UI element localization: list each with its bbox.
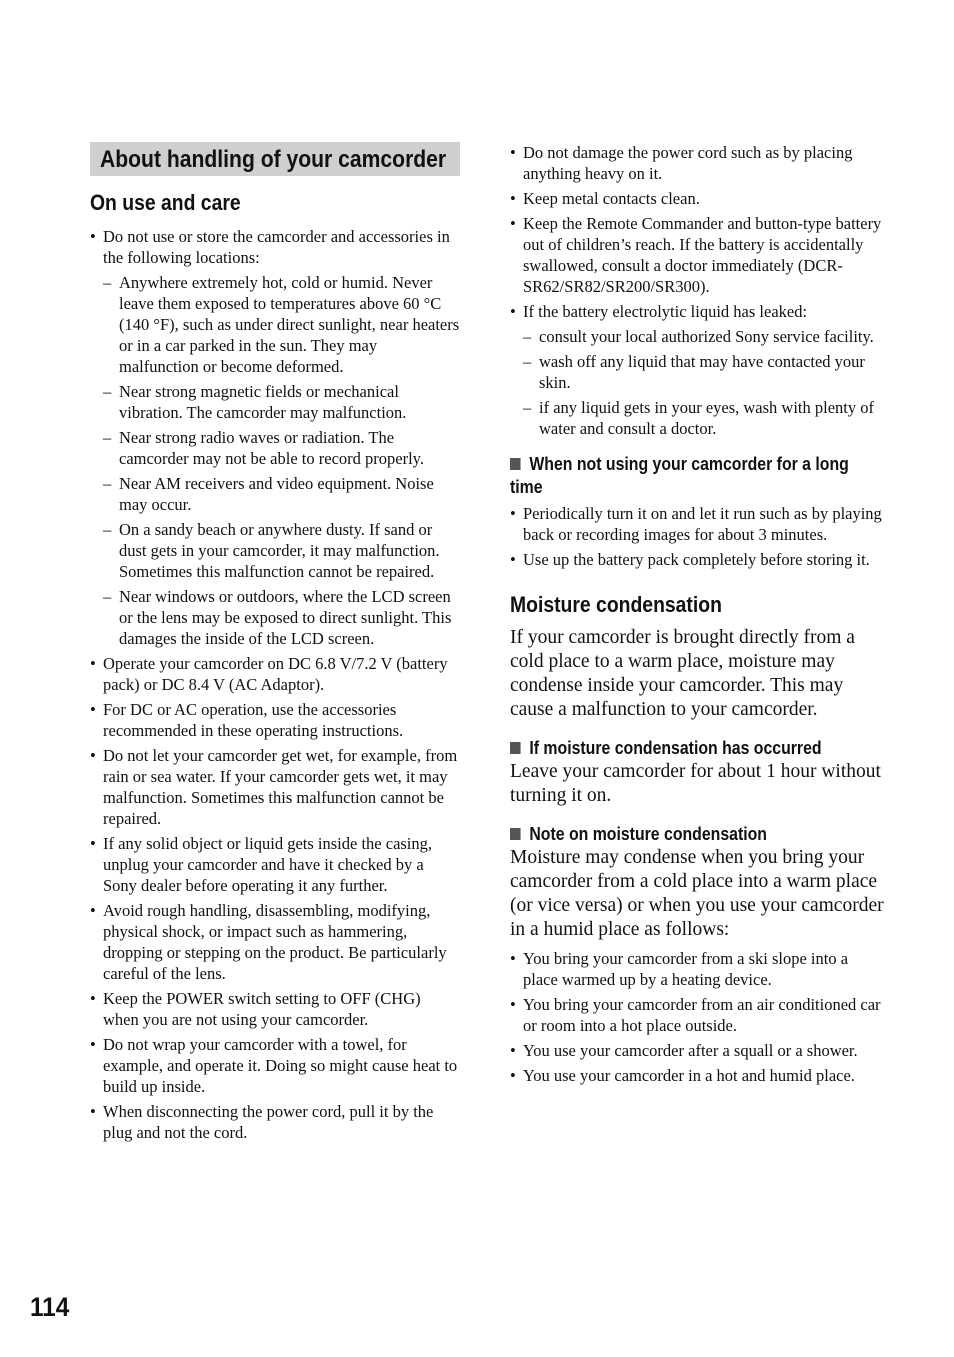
sub-list-item: – Near AM receivers and video equipment. Noise may occur. (103, 474, 434, 514)
list-item: • If the battery electrolytic liquid has leaked: – consult your local authorized Sony service facility. – wash off any liquid that may have contacted your skin. – if any liquid gets in your eyes, wash with plenty of water and consult a doctor. (510, 301, 885, 439)
list-item: • Do not damage the power cord such as by placing anything heavy on it. (510, 143, 853, 183)
square-bullet-icon (510, 458, 521, 470)
square-bullet-icon (510, 742, 521, 754)
occurred-paragraph: Leave your camcorder for about 1 hour without turning it on. (510, 761, 881, 806)
note-list (510, 948, 885, 1086)
moisture-paragraph: If your camcorder is brought directly from a cold place to a warm place, moisture may condense inside your camcorder. This may cause a malfunction to your camcorder. (510, 627, 855, 720)
sub-list-item: – wash off any liquid that may have contacted your skin. (523, 352, 865, 392)
list-item: • When disconnecting the power cord, pull it by the plug and not the cord. (90, 1102, 434, 1142)
sub-list-item: – Near strong magnetic fields or mechanical vibration. The camcorder may malfunction. (103, 382, 407, 422)
section-heading-moisture: Moisture condensation (510, 592, 722, 617)
not-using-list (510, 503, 885, 570)
list-item: • Avoid rough handling, disassembling, modifying, physical shock, or impact such as hammering, dropping or stepping on the product. Be particularly careful of the lens. (90, 901, 447, 983)
leak-sublist (523, 326, 885, 439)
list-item: • Use up the battery pack completely before storing it. (510, 550, 870, 569)
sub-list-item: – Near windows or outdoors, where the LCD screen or the lens may be exposed to direct sunlight. This damages the inside of the LCD screen. (103, 587, 452, 648)
list-item: • Keep the POWER switch setting to OFF (CHG) when you are not using your camcorder. (90, 989, 421, 1029)
list-item: • You use your camcorder after a squall or a shower. (510, 1041, 858, 1060)
subheading-occurred: If moisture condensation has occurred (510, 737, 883, 760)
list-item: • Keep metal contacts clean. (510, 189, 700, 208)
subheading-note: Note on moisture condensation (510, 823, 883, 846)
list-item: • Do not use or store the camcorder and accessories in the following locations: – Anywhere extremely hot, cold or humid. Never leave them exposed to temperatures above 60 °C (140 °F), such as under direct sunlight, near heaters or in a car parked in the sun. They may malfunction or become deformed. – Near strong magnetic fields or mechanical vibration. The camcorder may malfunction. – Near strong radio waves or radiation. The camcorder may not be able to record properly. – Near AM receivers and video equipment. Noise may occur. – On a sandy beach or anywhere dusty. If sand or dust gets in your camcorder, it may malfunction. Sometimes this malfunction cannot be repaired. – Near windows or outdoors, where the LCD screen or the lens may be exposed to direct sunlight. This damages the inside of the LCD screen. (90, 227, 460, 648)
sub-list-item: – On a sandy beach or anywhere dusty. If sand or dust gets in your camcorder, it may malfunction. Sometimes this malfunction cannot be repaired. (103, 520, 440, 581)
page-number: 114 (30, 1292, 70, 1322)
list-item: • You use your camcorder in a hot and humid place. (510, 1066, 855, 1085)
page-title-box (90, 142, 460, 176)
list-item: • For DC or AC operation, use the accessories recommended in these operating instructions. (90, 700, 404, 740)
sub-list-item: – consult your local authorized Sony service facility. (523, 327, 874, 346)
section-heading-use-and-care: On use and care (90, 190, 241, 215)
sub-list-item: – Anywhere extremely hot, cold or humid. Never leave them exposed to temperatures above 60 °C (140 °F), such as under direct sunlight, near heaters or in a car parked in the sun. They may malfunction or become deformed. (103, 273, 460, 376)
left-column (90, 142, 460, 1147)
list-item: • Do not wrap your camcorder with a towel, for example, and operate it. Doing so might cause heat to build up inside. (90, 1035, 458, 1096)
use-and-care-list (90, 226, 460, 1143)
list-item: • Operate your camcorder on DC 6.8 V/7.2 V (battery pack) or DC 8.4 V (AC Adaptor). (90, 654, 448, 694)
list-item: • If any solid object or liquid gets inside the casing, unplug your camcorder and have it checked by a Sony dealer before operating it any further. (90, 834, 433, 895)
list-item: • You bring your camcorder from a ski slope into a place warmed up by a heating device. (510, 949, 849, 989)
sub-list-item: – if any liquid gets in your eyes, wash with plenty of water and consult a doctor. (523, 398, 874, 438)
list-item: • Keep the Remote Commander and button-type battery out of children’s reach. If the battery is accidentally swallowed, consult a doctor immediately (DCR-SR62/SR82/SR200/SR300). (510, 214, 882, 296)
note-paragraph: Moisture may condense when you bring your camcorder from a cold place into a warm place (or vice versa) or when you use your camcorder in a humid place as follows: (510, 847, 884, 940)
list-item: • Do not let your camcorder get wet, for example, from rain or sea water. If your camcorder gets wet, it may malfunction. Sometimes this malfunction cannot be repaired. (90, 746, 458, 828)
list-item: • Periodically turn it on and let it run such as by playing back or recording images for about 3 minutes. (510, 504, 882, 544)
subheading-not-using: When not using your camcorder for a long time (510, 454, 849, 497)
location-sublist (103, 272, 460, 649)
list-item: • You bring your camcorder from an air conditioned car or room into a hot place outside. (510, 995, 881, 1035)
right-column (510, 142, 885, 1090)
page-title: About handling of your camcorder (100, 146, 447, 173)
square-bullet-icon (510, 828, 521, 840)
care-continued-list (510, 142, 885, 439)
sub-list-item: – Near strong radio waves or radiation. The camcorder may not be able to record properly. (103, 428, 424, 468)
